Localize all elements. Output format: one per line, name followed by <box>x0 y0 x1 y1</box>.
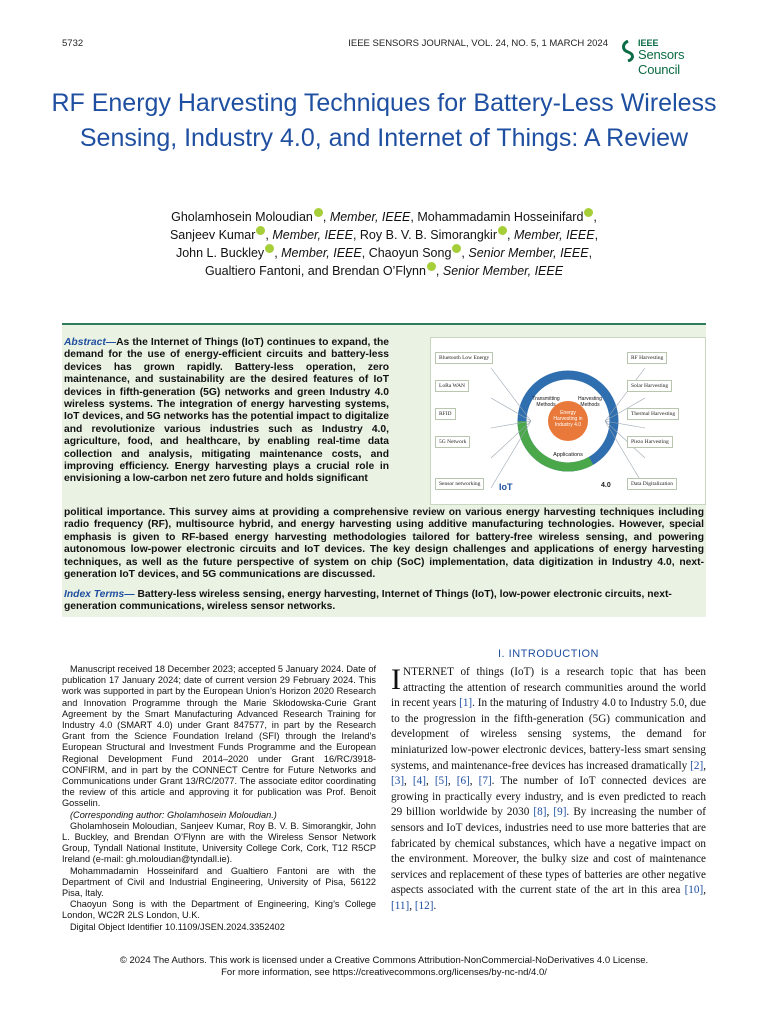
introduction-section <box>391 648 706 915</box>
abstract-box <box>62 323 706 617</box>
orcid-icon[interactable] <box>314 208 323 217</box>
citation-link[interactable]: [11] <box>391 899 410 912</box>
abstract-part-2: political importance. This survey aims at providing a comprehensive review on various energy harvesting techniques including radio frequency (RF), multisource hybrid, and energy harvesting using additive manufacturing technologies. However, special emphasis is given to RF-based energy harvesting methodologies tailored for battery-free wireless sensing, and powering autonomous low-power electronic circuits and IoT devices. The key design challenges and applications of energy harvesting techniques, as well as the future perspective of system on chip (SoC) implementation, data digitization in Industry 4.0, next-generation IoT devices, and 5G communications are discussed. <box>64 507 704 581</box>
license-line-1: © 2024 The Authors. This work is licensed under a Creative Commons Attribution-NonCommercial-NoDerivatives 4.0 License. <box>119 955 649 966</box>
footnote-affiliation-2: Mohammadamin Hosseinifard and Gualtiero Fantoni are with the Department of Civil and Industrial Engineering, University of Pisa, 56122 Pisa, Italy. <box>62 865 376 899</box>
author-2: Mohammadamin Hosseinifard , <box>417 210 597 224</box>
index-terms-label: Index Terms— <box>64 589 135 600</box>
label-rfid: RFID <box>435 408 456 420</box>
citation-link[interactable]: [10] <box>684 884 704 897</box>
label-sensor-networking: Sensor networking <box>435 478 484 490</box>
label-data-digitalization: Data Digitalization <box>627 478 677 490</box>
citation-link[interactable]: [8] <box>533 806 547 819</box>
abstract-label: Abstract— <box>64 337 117 348</box>
footnote-manuscript: Manuscript received 18 December 2023; accepted 5 January 2024. Date of publication 17 January 2024; date of current version 29 February 2024. This work was supported in part by the European Union’s Horizon 2020 Research and Innovation Programme through the Marie Skłodowska-Curie Grant Agreement by the Smart Manufacturing Advanced Research Training for Industry 4.0 (SMART 4.0) under Grant 847577, in part by the Research Grant from the Science Foundation Ireland (SFI) through the Ireland’s European Structural and Investment Funds Programme and the European Regional Development Fund 2014–2020 under Grant 16/RC/3918-CONFIRM, and in part by the CONNECT Centre for Future Networks and Communications under Grant 13/RC/2077. The associate editor coordinating the review of this article and approving it for publication was Prof. Benoit Gosselin. <box>62 664 376 809</box>
citation-link[interactable]: [1] <box>459 697 473 710</box>
ring-center-label: Energy Harvesting in Industry 4.0 <box>553 410 583 428</box>
footnote-affiliation-3: Chaoyun Song is with the Department of Engineering, King’s College London, WC2R 2LS London, U.K. <box>62 899 376 921</box>
license-footer <box>62 955 706 979</box>
footnote-doi: Digital Object Identifier 10.1109/JSEN.2024.3352402 <box>70 921 285 932</box>
author-1: Gholamhosein Moloudian , Member, IEEE <box>171 210 411 224</box>
author-3: Sanjeev Kumar , Member, IEEE <box>169 228 353 242</box>
running-header <box>62 38 608 52</box>
journal-citation: IEEE SENSORS JOURNAL, VOL. 24, NO. 5, 1 MARCH 2024 <box>348 38 608 49</box>
author-list: Gholamhosein Moloudian , Member, IEEE, Mohammadamin Hosseinifard , Sanjeev Kumar , Member, IEEE, Roy B. V. B. Simorangkir , Member, IEEE, John L. Buckley , Member, IEEE, Chaoyun Song , Senior Member, IEEE, Gualtiero Fantoni, and Brendan O’Flynn , Senior Member, IEEE <box>169 210 599 278</box>
label-solar-harvesting: Solar Harvesting <box>627 380 672 392</box>
introduction-body: INTERNET of things (IoT) is a research topic that has been attracting the attention of research communities around the world in recent years [1]. In the maturing of Industry 4.0 to Industry 5.0, due to the progression in the fifth-generation (5G) communication and development of wireless sensing systems, the demand for miniaturized low-power electronic devices, battery-less smart sensing systems, and maintenance-free devices has increased dramatically [2], [3], [4], [5], [6], [7]. The number of IoT connected devices are growing in practically every industry, and is even predicted to reach 29 billion worldwide by 2030 [8], [9]. By increasing the number of sensors and IoT devices, industries need to use more batteries that are fabricated by chemical substances, which have a negative impact on the environment. Moreover, the bulky size and cost of maintenance services and replacement of these types of batteries are other negative aspects associated with the current state of the art in this area [10], [11], [12]. <box>391 663 707 912</box>
first-page-footnote <box>62 664 376 933</box>
footnote-affiliation-1: Gholamhosein Moloudian, Sanjeev Kumar, Roy B. V. B. Simorangkir, John L. Buckley, and Brendan O’Flynn are with the Wireless Sensor Network Group, Tyndall National Institute, University College Cork, Cork, T12 R5CP Ireland (e-mail: gh.moloudian@tyndall.ie). <box>62 820 376 865</box>
citation-link[interactable]: [7] <box>478 775 492 788</box>
citation-link[interactable]: [2] <box>690 759 704 772</box>
label-piezo-harvesting: Piezo Harvesting <box>627 436 673 448</box>
author-6: Chaoyun Song , Senior Member, IEEE <box>368 246 589 260</box>
graphical-abstract-figure <box>430 337 706 505</box>
citation-link[interactable]: [12] <box>414 899 434 912</box>
citation-link[interactable]: [5] <box>434 775 448 788</box>
author-5: John L. Buckley , Member, IEEE <box>175 246 362 260</box>
citation-link[interactable]: [3] <box>391 775 405 788</box>
logo-line-ieee: IEEE <box>638 38 659 48</box>
iot-badge: IoT <box>499 482 513 492</box>
label-rf-harvesting: RF Harvesting <box>627 352 667 364</box>
author-7: Gualtiero Fantoni, and Brendan O’Flynn , Senior Member, IEEE <box>204 264 564 278</box>
page-number: 5732 <box>62 38 84 49</box>
abstract-part-1: Abstract—As the Internet of Things (IoT) continues to expand, the demand for the use of energy-efficient circuits and battery-less devices has grown rapidly. Battery-less operation, zero maintenance, and sustainability are the desired features of IoT devices in fifth-generation (5G) networks and green Industry 4.0 wireless systems. The integration of energy harvesting systems, IoT devices, and 5G networks has the potential impact to digitalize and revolutionize various industries such as Industry 4.0, agriculture, food, and healthcare, by enabling real-time data collection and analysis, mitigating maintenance costs, and improving efficiency. Energy harvesting plays a crucial role in envisioning a low-carbon net zero future and holds significant <box>64 337 389 485</box>
footnote-corresponding: (Corresponding author: Gholamhosein Moloudian.) <box>70 809 277 820</box>
industry-4-badge: 4.0 <box>601 482 611 489</box>
citation-link[interactable]: [6] <box>456 775 470 788</box>
logo-line-sensors-council: Sensors Council <box>638 47 685 77</box>
paper-title: RF Energy Harvesting Techniques for Battery-Less Wireless Sensing, Industry 4.0, and Internet of Things: A Review <box>51 89 717 152</box>
citation-link[interactable]: [9] <box>553 806 567 819</box>
orcid-icon[interactable] <box>498 226 507 235</box>
section-heading: I. INTRODUCTION <box>498 648 599 660</box>
ring-label-harvesting: Harvesting Methods <box>578 396 602 408</box>
label-bluetooth-low-energy: Bluetooth Low Energy <box>435 352 493 364</box>
ring-label-transmitting: Transmitting Methods <box>532 396 560 408</box>
orcid-icon[interactable] <box>427 262 436 271</box>
citation-link[interactable]: [4] <box>412 775 426 788</box>
label-thermal-harvesting: Thermal Harvesting <box>627 408 679 420</box>
license-line-2: For more information, see https://creativecommons.org/licenses/by-nc-nd/4.0/ <box>221 967 547 978</box>
ring-label-applications: Applications <box>553 452 583 458</box>
drop-cap: I <box>391 663 401 696</box>
index-terms: Index Terms— Battery-less wireless sensing, energy harvesting, Internet of Things (IoT), low-power electronic circuits, next-generation communications, wireless sensor networks. <box>64 589 672 613</box>
label-5g-network: 5G Network <box>435 436 470 448</box>
sensors-council-logo-icon <box>620 40 636 62</box>
author-4: Roy B. V. B. Simorangkir , Member, IEEE <box>359 228 595 242</box>
ieee-sensors-council-logo <box>620 38 720 77</box>
label-lora-wan: LoRa WAN <box>435 380 469 392</box>
orcid-icon[interactable] <box>265 244 274 253</box>
